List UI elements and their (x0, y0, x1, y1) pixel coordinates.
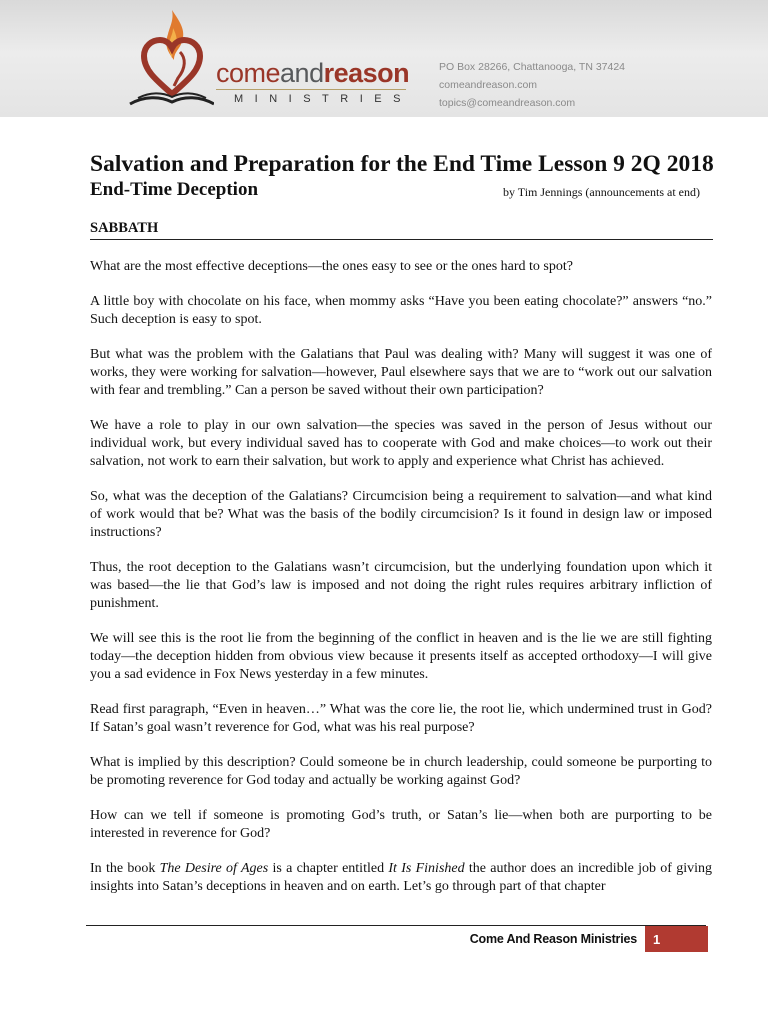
section-heading: SABBATH (90, 220, 159, 236)
brand-word-come: come (216, 58, 281, 88)
paragraph: We have a role to play in our own salvation—the species was saved in the person of Jesus without our individual work, but every individual saved has to cooperate with God and make choices—to work out their salvation, not work to earn their salvation, but work to apply and experience what Christ has achieved. (90, 418, 712, 469)
body-text (90, 258, 712, 917)
contact-website[interactable]: comeandreason.com (439, 79, 538, 91)
brand-word-and: and (280, 58, 324, 88)
document-title: Salvation and Preparation for the End Time Lesson 9 2Q 2018 (90, 151, 714, 177)
text-run: In the book (90, 860, 160, 876)
flame-heart-book-icon (128, 8, 214, 108)
footer-organization: Come And Reason Ministries (469, 932, 637, 946)
brand-word-reason: reason (323, 58, 410, 88)
contact-address: PO Box 28266, Chattanooga, TN 37424 (439, 61, 626, 73)
paragraph: But what was the problem with the Galatians that Paul was dealing with? Many will suggest it was one of works, they were working for salvation—however, Paul elsewhere says that we are to “work out our salvation with fear and trembling.” Can a person be saved without their own participation? (90, 347, 712, 398)
book-title: The Desire of Ages (159, 860, 269, 876)
paragraph: So, what was the deception of the Galatians? Circumcision being a requirement to salvation—and what kind of work would that be? What was the basis of the bodily circumcision? Is it found in design law or imposed instructions? (90, 488, 712, 540)
section-divider (90, 239, 713, 240)
page-number: 1 (645, 926, 708, 952)
paragraph: We will see this is the root lie from the beginning of the conflict in heaven and is the lie we are still fighting today—the deception hidden from obvious view because it presents itself as accepted orthodoxy—I will give you a sad evidence in Fox News yesterday in a few minutes. (90, 630, 712, 682)
contact-email[interactable]: topics@comeandreason.com (439, 97, 576, 109)
brand-wordmark (216, 60, 409, 87)
paragraph: Read first paragraph, “Even in heaven…” What was the core lie, the root lie, which undermined trust in God? If Satan’s goal wasn’t reverence for God, what was his real purpose? (90, 701, 712, 735)
letterhead (0, 0, 768, 117)
footer-divider (86, 925, 706, 926)
byline: by Tim Jennings (announcements at end) (503, 185, 700, 199)
paragraph: A little boy with chocolate on his face, when mommy asks “Have you been eating chocolate?” answers “no.” Such deception is easy to spot. (90, 294, 712, 327)
brand-divider (216, 89, 406, 90)
brand-ministries: MINISTRIES (234, 93, 412, 105)
text-run: the author does an incredible job of giving insights into Satan’s deceptions in heaven and on earth. Let’s go through part of that chapter (90, 860, 712, 894)
paragraph: What are the most effective deceptions—the ones easy to see or the ones hard to spot? (90, 259, 573, 274)
contact-block (439, 58, 625, 112)
paragraph-last (90, 860, 712, 896)
paragraph: Thus, the root deception to the Galatians wasn’t circumcision, but the underlying foundation upon which it was based—the lie that God’s law is imposed and not doing the right rules requires arbitrary infliction of punishment. (90, 559, 712, 611)
paragraph: What is implied by this description? Could someone be in church leadership, could someone be purporting to be promoting reverence for God today and actually be working against God? (90, 754, 712, 788)
chapter-title: It Is Finished (388, 860, 465, 876)
text-run: is a chapter entitled (268, 860, 389, 876)
document-subtitle: End-Time Deception (90, 179, 259, 200)
paragraph: How can we tell if someone is promoting God’s truth, or Satan’s lie—when both are purporting to be interested in reverence for God? (90, 807, 712, 841)
